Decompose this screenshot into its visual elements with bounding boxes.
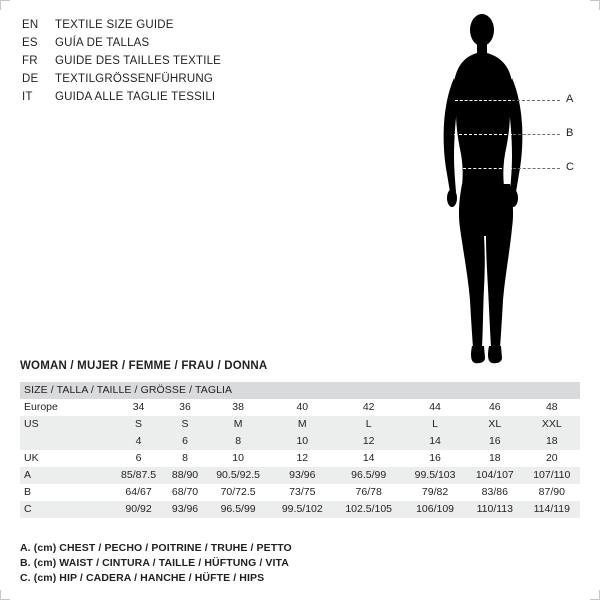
cell-europe-7: 48 [524,399,580,416]
language-text-fr: GUIDE DES TAILLES TEXTILE [55,55,222,67]
cell-uk-2: 10 [205,450,271,467]
cell-us-5: L [404,416,466,433]
cell-c-6: 110/113 [466,501,524,518]
language-row-it [22,88,322,106]
guide-line-c-extension [513,168,560,169]
language-text-de: TEXTILGRÖSSENFÜHRUNG [55,73,213,85]
cell-usnum-5: 14 [404,433,466,450]
row-label-uk: UK [20,450,112,467]
guide-line-a-body [455,100,511,101]
cell-c-4: 102.5/105 [333,501,404,518]
table-row-uk [20,450,580,467]
guide-label-b: B [566,127,574,139]
cell-a-4: 96.5/99 [333,467,404,484]
row-label-a: A [20,467,112,484]
cell-uk-3: 12 [271,450,333,467]
legend-note-b: B. (cm) WAIST / CINTURA / TAILLE / HÜFTUNG / VITA [20,557,289,569]
row-label-us-numeric [20,433,112,450]
cell-a-0: 85/87.5 [112,467,165,484]
cell-uk-5: 16 [404,450,466,467]
language-code-en: EN [22,19,39,31]
corner-mark-top-left [0,0,10,10]
cell-usnum-1: 6 [165,433,205,450]
cell-a-6: 104/107 [466,467,524,484]
guide-label-c: C [566,161,574,173]
cell-c-3: 99.5/102 [271,501,333,518]
language-title-list [22,16,322,106]
cell-europe-2: 38 [205,399,271,416]
cell-b-2: 70/72.5 [205,484,271,501]
table-header-label: SIZE / TALLA / TAILLE / GRÖSSE / TAGLIA [20,382,580,399]
cell-us-2: M [205,416,271,433]
language-text-es: GUÍA DE TALLAS [55,37,150,49]
cell-usnum-7: 18 [524,433,580,450]
cell-uk-6: 18 [466,450,524,467]
cell-b-1: 68/70 [165,484,205,501]
guide-line-c-body [458,168,512,169]
measurement-legend [20,541,440,586]
guide-label-a: A [566,93,574,105]
silhouette-icon [400,8,580,368]
table-row-us-numeric [20,433,580,450]
cell-b-5: 79/82 [404,484,466,501]
cell-b-4: 76/78 [333,484,404,501]
row-label-b: B [20,484,112,501]
language-text-en: TEXTILE SIZE GUIDE [55,19,174,31]
cell-c-0: 90/92 [112,501,165,518]
cell-a-1: 88/90 [165,467,205,484]
cell-b-7: 87/90 [524,484,580,501]
corner-mark-top-right [590,0,600,10]
legend-note-a: A. (cm) CHEST / PECHO / POITRINE / TRUHE / PETTO [20,542,292,554]
row-label-europe: Europe [20,399,112,416]
cell-uk-4: 14 [333,450,404,467]
cell-europe-6: 46 [466,399,524,416]
cell-us-7: XXL [524,416,580,433]
guide-line-b-body [454,134,512,135]
table-header-row [20,382,580,399]
language-code-es: ES [22,37,38,49]
cell-us-6: XL [466,416,524,433]
guide-line-b-extension [513,134,560,135]
language-text-it: GUIDA ALLE TAGLIE TESSILI [55,91,216,103]
female-silhouette-figure [400,8,580,368]
table-row-europe [20,399,580,416]
cell-usnum-0: 4 [112,433,165,450]
cell-us-0: S [112,416,165,433]
cell-uk-1: 8 [165,450,205,467]
cell-europe-5: 44 [404,399,466,416]
language-row-de [22,70,322,88]
row-label-c: C [20,501,112,518]
row-label-us: US [20,416,112,433]
language-code-fr: FR [22,55,38,67]
language-code-de: DE [22,73,39,85]
cell-c-7: 114/119 [524,501,580,518]
language-row-fr [22,52,322,70]
table-row-c [20,501,580,518]
cell-usnum-6: 16 [466,433,524,450]
cell-b-0: 64/67 [112,484,165,501]
cell-us-3: M [271,416,333,433]
cell-a-7: 107/110 [524,467,580,484]
cell-c-2: 96.5/99 [205,501,271,518]
cell-europe-3: 40 [271,399,333,416]
legend-note-c: C. (cm) HIP / CADERA / HANCHE / HÜFTE / HIPS [20,572,265,584]
cell-a-5: 99.5/103 [404,467,466,484]
size-table [20,382,580,518]
cell-a-2: 90.5/92.5 [205,467,271,484]
cell-usnum-4: 12 [333,433,404,450]
cell-uk-7: 20 [524,450,580,467]
cell-b-3: 73/75 [271,484,333,501]
table-row-a [20,467,580,484]
cell-usnum-2: 8 [205,433,271,450]
language-row-en [22,16,322,34]
language-row-es [22,34,322,52]
cell-us-1: S [165,416,205,433]
corner-mark-bottom-left [0,590,10,600]
cell-uk-0: 6 [112,450,165,467]
table-row-us-letter [20,416,580,433]
cell-a-3: 93/96 [271,467,333,484]
cell-c-1: 93/96 [165,501,205,518]
section-title-woman: WOMAN / MUJER / FEMME / FRAU / DONNA [20,360,268,372]
guide-line-a-extension [512,100,560,101]
cell-usnum-3: 10 [271,433,333,450]
cell-us-4: L [333,416,404,433]
language-code-it: IT [22,91,33,103]
cell-europe-1: 36 [165,399,205,416]
cell-europe-0: 34 [112,399,165,416]
corner-mark-bottom-right [590,590,600,600]
cell-c-5: 106/109 [404,501,466,518]
cell-europe-4: 42 [333,399,404,416]
table-row-b [20,484,580,501]
cell-b-6: 83/86 [466,484,524,501]
